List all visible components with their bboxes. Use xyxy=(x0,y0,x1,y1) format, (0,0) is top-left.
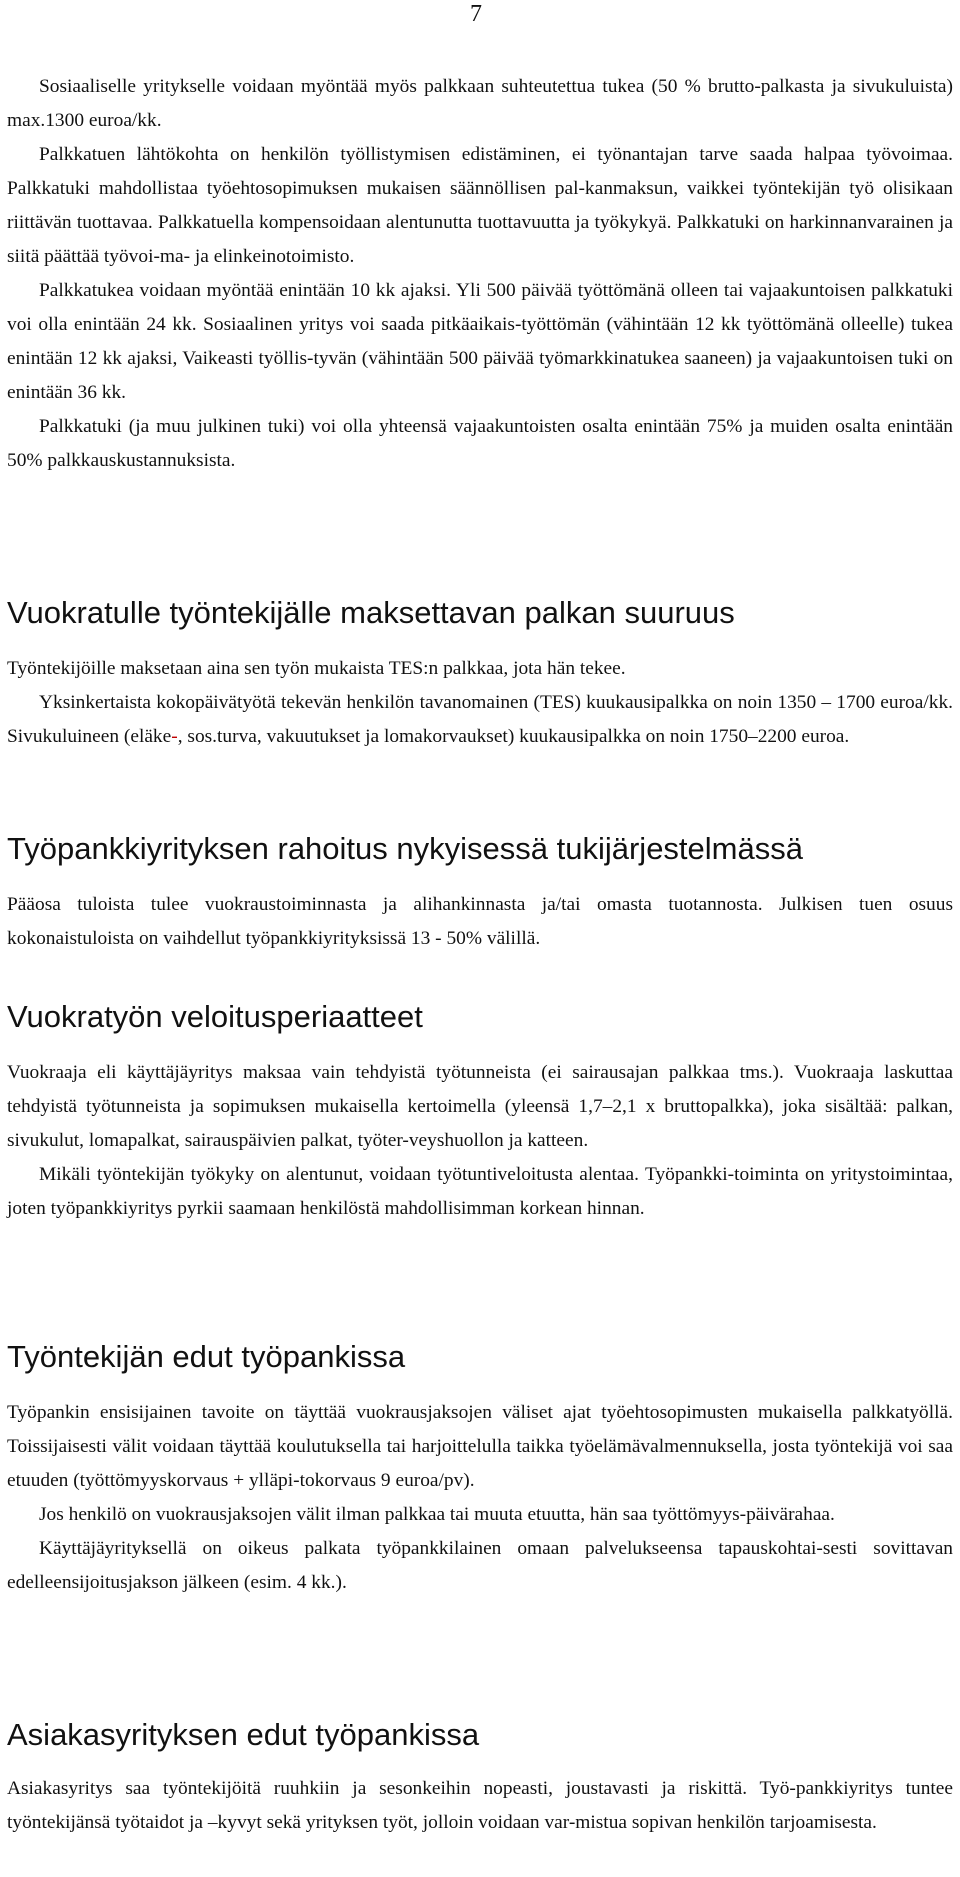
employee-heading: Työntekijän edut työpankissa xyxy=(7,1339,406,1374)
client-paragraph-1: Asiakasyritys saa työntekijöitä ruuhkiin ja sesonkeihin nopeasti, joustavasti ja riskittä. Työ-pankkiyritys tuntee työntekijänsä työtaidot ja –kyvyt sekä yrityksen työt, jolloin voidaan var-mistua sopivan henkilön tarjoamisesta. xyxy=(7,1778,953,1833)
funding-paragraph-1: Pääosa tuloista tulee vuokraustoiminnasta ja alihankinnasta ja/tai omasta tuotannosta. Julkisen tuen osuus kokonaistuloista on vaihdellut työpankkiyrityksissä 13 - 50% välillä. xyxy=(7,894,953,949)
funding-heading: Työpankkiyrityksen rahoitus nykyisessä tukijärjestelmässä xyxy=(7,831,803,866)
client-heading: Asiakasyrityksen edut työpankissa xyxy=(7,1717,480,1752)
intro-section xyxy=(7,70,953,478)
billing-paragraph-2: Mikäli työntekijän työkyky on alentunut, voidaan työtuntiveloitusta alentaa. Työpankki-toiminta on yritystoimintaa, joten työpankkiyritys pyrkii saamaan henkilöstä mahdollisimman korkean hinnan. xyxy=(7,1164,953,1219)
intro-paragraph-4: Palkkatuki (ja muu julkinen tuki) voi olla yhteensä vajaakuntoisten osalta enintään 75% ja muiden osalta enintään 50% palkkauskustannuksista. xyxy=(7,416,953,471)
client-section xyxy=(7,1716,953,1840)
employee-paragraph-1: Työpankin ensisijainen tavoite on täyttää vuokrausjaksojen väliset ajat työehtosopimusten mukaisella palkkatyöllä. Toissijaisesti välit voidaan täyttää koulutuksella tai harjoittelulla taikka työelämävalmennuksella, josta työntekijä voi saa etuuden (työttömyyskorvaus + ylläpi-tokorvaus 9 euroa/pv). xyxy=(7,1402,953,1491)
intro-paragraph-3: Palkkatukea voidaan myöntää enintään 10 kk ajaksi. Yli 500 päivää työttömänä olleen tai vajaakuntoisen palkkatuki voi olla enintään 24 kk. Sosiaalinen yritys voi saada pitkäaikais-työttömän (vähintään 12 kk työttömänä olleelle) tukea enintään 12 kk ajaksi, Vaikeasti työllis-tyvän (vähintään 500 päivää työmarkkinatukea saaneen) ja vajaakuntoisen tuki on enintään 36 kk. xyxy=(7,280,953,403)
employee-section xyxy=(7,1338,953,1600)
wage-red-hyphen: - xyxy=(171,726,178,747)
employee-paragraph-3: Käyttäjäyrityksellä on oikeus palkata työpankkilainen omaan palvelukseensa tapauskohtai-sesti sovittavan edelleensijoitusjakson jälkeen (esim. 4 kk.). xyxy=(7,1538,953,1593)
billing-heading: Vuokratyön veloitusperiaatteet xyxy=(7,999,423,1034)
wage-paragraph-2 xyxy=(7,686,953,754)
intro-paragraph-1: Sosiaaliselle yritykselle voidaan myöntää myös palkkaan suhteutettua tukea (50 % brutto-palkasta ja sivukuluista) max.1300 euroa/kk. xyxy=(7,76,953,131)
wage-paragraph-2-part-a: Yksinkertaista kokopäivätyötä tekevän henkilön tavanomainen (TES) kuukausipalkka on noin 1350 – 1700 euroa/kk. Sivukuluineen (eläke xyxy=(7,692,953,747)
wage-heading: Vuokratulle työntekijälle maksettavan palkan suuruus xyxy=(7,595,735,630)
wage-paragraph-2-part-b: , sos.turva, vakuutukset ja lomakorvaukset) kuukausipalkka on noin 1750–2200 euroa. xyxy=(177,726,850,747)
intro-paragraph-2: Palkkatuen lähtökohta on henkilön työllistymisen edistäminen, ei työnantajan tarve saada halpaa työvoimaa. Palkkatuki mahdollistaa työehtosopimuksen mukaisen säännöllisen pal-kanmaksun, vaikkei työntekijän työ olisikaan riittävän tuottavaa. Palkkatuella kompensoidaan alentunutta tuottavuutta ja työkykyä. Palkkatuki on harkinnanvarainen ja siitä päättää työvoi-ma- ja elinkeinotoimisto. xyxy=(7,144,953,267)
wage-paragraph-1: Työntekijöille maksetaan aina sen työn mukaista TES:n palkkaa, jota hän tekee. xyxy=(7,658,626,679)
billing-section xyxy=(7,998,953,1226)
page-number: 7 xyxy=(470,1,482,27)
billing-paragraph-1: Vuokraaja eli käyttäjäyritys maksaa vain tehdyistä työtunneista (ei sairausajan palkkaa tms.). Vuokraaja laskuttaa tehdyistä työtunneista ja sopimuksen mukaisella kertoimella (yleensä 1,7–2,1 x bruttopalkka), joka sisältää: palkan, sivukulut, lomapalkat, sairauspäivien palkat, työter-veyshuollon ja katteen. xyxy=(7,1062,953,1151)
funding-section xyxy=(7,830,953,956)
wage-section xyxy=(7,594,953,754)
employee-paragraph-2: Jos henkilö on vuokrausjaksojen välit ilman palkkaa tai muuta etuutta, hän saa työttömyys-päivärahaa. xyxy=(39,1504,835,1525)
